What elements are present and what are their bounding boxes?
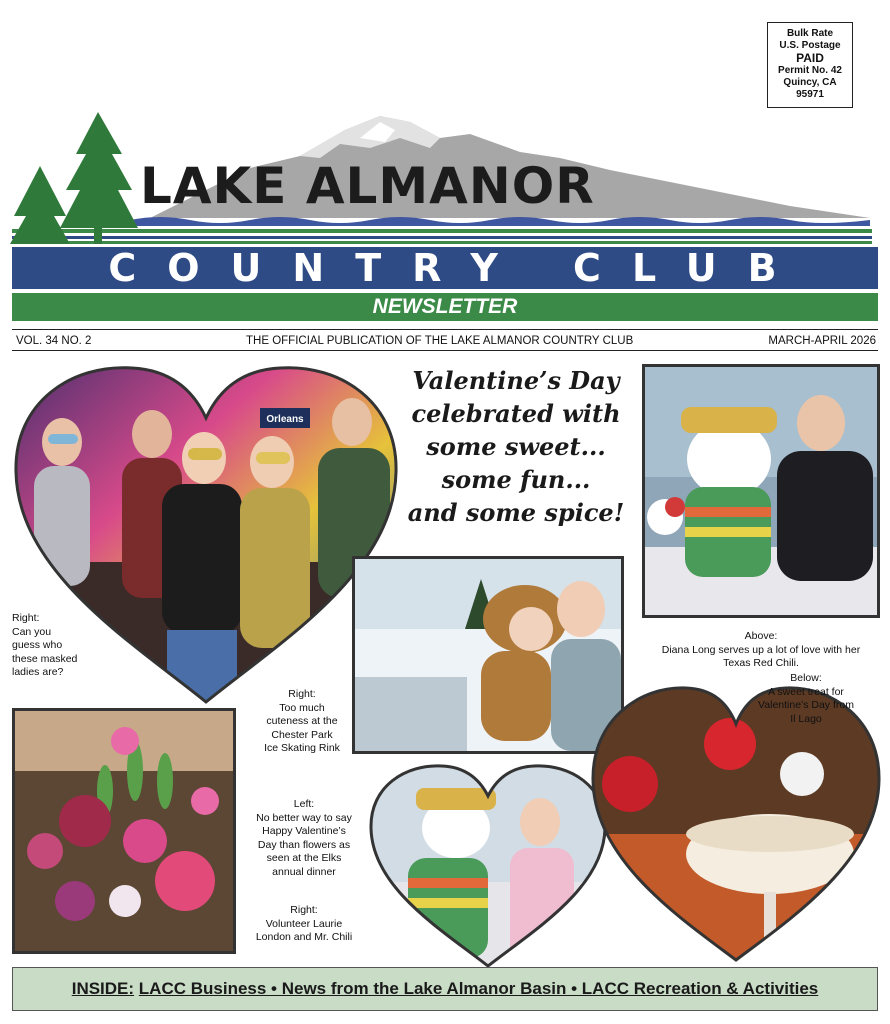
caption-line: A sweet treat for bbox=[768, 685, 844, 698]
inside-footer bbox=[12, 967, 878, 1011]
chili-photo bbox=[642, 364, 880, 618]
issue-date: MARCH-APRIL 2026 bbox=[768, 335, 876, 347]
headline-line: celebrated with bbox=[411, 399, 621, 428]
caption-line: Texas Red Chili. bbox=[723, 657, 799, 669]
caption-line: ladies are? bbox=[12, 666, 64, 678]
footer-items: LACC Business • News from the Lake Almanor Basin • LACC Recreation & Activities bbox=[138, 979, 819, 998]
caption-masked-ladies bbox=[12, 612, 102, 680]
caption-volunteer bbox=[244, 904, 364, 945]
caption-treat bbox=[736, 672, 876, 726]
caption-ice-rink bbox=[252, 688, 352, 756]
caption-chili bbox=[636, 630, 886, 671]
volunteer-photo bbox=[368, 762, 608, 972]
caption-line: Diana Long serves up a lot of love with her bbox=[661, 643, 861, 656]
indicia-city: Quincy, CA bbox=[783, 77, 837, 88]
caption-line: Right: bbox=[290, 904, 318, 916]
caption-line: No better way to say bbox=[256, 811, 352, 824]
dessert-photo bbox=[590, 684, 882, 966]
caption-line: London and Mr. Chili bbox=[255, 931, 353, 943]
caption-line: Right: bbox=[288, 688, 316, 700]
masthead-title: LAKE ALMANOR bbox=[140, 157, 595, 215]
issue-volume: VOL. 34 NO. 2 bbox=[16, 335, 92, 347]
caption-line: seen at the Elks bbox=[266, 852, 342, 864]
caption-line: Ice Skating Rink bbox=[264, 742, 340, 754]
caption-line: Il Lago bbox=[790, 712, 822, 725]
footer-label: INSIDE: bbox=[71, 979, 135, 998]
masthead-newsletter: NEWSLETTER bbox=[372, 295, 518, 318]
postage-indicia bbox=[767, 22, 853, 108]
caption-line: Below: bbox=[790, 672, 822, 684]
masthead-subtitle: COUNTRY CLUB bbox=[108, 246, 808, 290]
pine-tree-icon bbox=[10, 166, 70, 244]
caption-line: cuteness at the bbox=[266, 715, 338, 727]
indicia-bulk-rate: Bulk Rate bbox=[786, 28, 834, 39]
issue-line bbox=[12, 329, 878, 351]
caption-line: these masked bbox=[12, 652, 78, 665]
indicia-permit: Permit No. 42 bbox=[778, 65, 842, 76]
indicia-paid: PAID bbox=[796, 51, 824, 65]
caption-line: Can you bbox=[12, 625, 52, 638]
headline-line: some sweet... bbox=[426, 432, 606, 461]
headline bbox=[396, 364, 636, 529]
headline-line: Valentine’s Day bbox=[412, 366, 620, 395]
headline-line: some fun... bbox=[441, 465, 591, 494]
caption-line: annual dinner bbox=[272, 865, 336, 878]
ice-rink-photo bbox=[352, 556, 624, 754]
caption-line: Chester Park bbox=[271, 728, 333, 741]
flowers-photo bbox=[12, 708, 236, 954]
caption-line: guess who bbox=[12, 639, 63, 651]
caption-line: Day than flowers as bbox=[257, 838, 351, 851]
caption-line: Left: bbox=[293, 798, 315, 810]
indicia-zip: 95971 bbox=[796, 89, 824, 100]
pine-tree-icon bbox=[60, 112, 138, 244]
caption-line: Above: bbox=[744, 630, 778, 642]
orleans-sign-text: Orleans bbox=[266, 414, 304, 425]
caption-line: Valentine’s Day from bbox=[758, 699, 854, 711]
caption-line: Right: bbox=[12, 612, 40, 624]
caption-line: Happy Valentine’s bbox=[262, 825, 346, 837]
caption-line: Too much bbox=[279, 701, 325, 714]
caption-line: Volunteer Laurie bbox=[265, 917, 343, 930]
issue-tagline: THE OFFICIAL PUBLICATION OF THE LAKE ALMANOR COUNTRY CLUB bbox=[246, 335, 634, 347]
headline-line: and some spice! bbox=[407, 498, 625, 527]
indicia-postage: U.S. Postage bbox=[779, 40, 841, 51]
caption-flowers bbox=[244, 798, 364, 879]
